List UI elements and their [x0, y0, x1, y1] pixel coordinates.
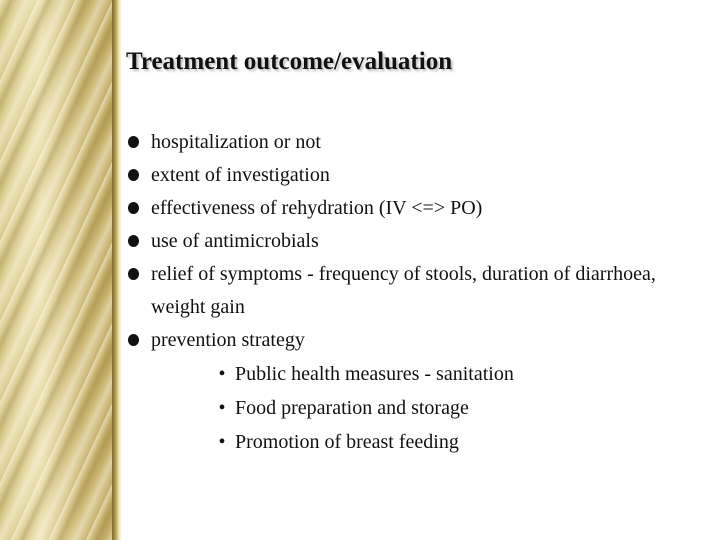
bullet-text: extent of investigation [151, 164, 330, 186]
bullet-item [127, 324, 687, 459]
bullet-dot-icon [128, 268, 139, 280]
sub-bullet-marker-icon: • [218, 397, 226, 419]
sub-bullet-list [151, 357, 687, 459]
decorative-side-band [0, 0, 118, 540]
bullet-text: use of antimicrobials [151, 230, 319, 252]
decorative-side-edge [112, 0, 122, 540]
bullet-item [127, 159, 687, 192]
bullet-dot-icon [128, 136, 139, 148]
bullet-dot-icon [128, 202, 139, 214]
sub-bullet-item [215, 391, 687, 425]
bullet-text: hospitalization or not [151, 131, 321, 153]
bullet-text: effectiveness of rehydration (IV <=> PO) [151, 197, 483, 219]
slide-title: Treatment outcome/evaluation [126, 48, 453, 75]
sub-bullet-marker-icon: • [218, 363, 226, 385]
bullet-text: relief of symptoms - frequency of stools, duration of diarrhoea, weight gain [151, 263, 656, 318]
bullet-item [127, 258, 687, 324]
bullet-dot-icon [128, 169, 139, 181]
sub-bullet-text: Public health measures - sanitation [235, 363, 514, 385]
sub-bullet-text: Promotion of breast feeding [235, 431, 459, 453]
sub-bullet-text: Food preparation and storage [235, 397, 469, 419]
sub-bullet-item [215, 425, 687, 459]
bullet-item [127, 126, 687, 159]
bullet-text: prevention strategy [151, 329, 305, 351]
sub-bullet-marker-icon: • [218, 431, 226, 453]
bullet-item [127, 192, 687, 225]
bullet-dot-icon [128, 235, 139, 247]
sub-bullet-item [215, 357, 687, 391]
bullet-item [127, 225, 687, 258]
bullet-dot-icon [128, 334, 139, 346]
bullet-list [127, 126, 687, 459]
